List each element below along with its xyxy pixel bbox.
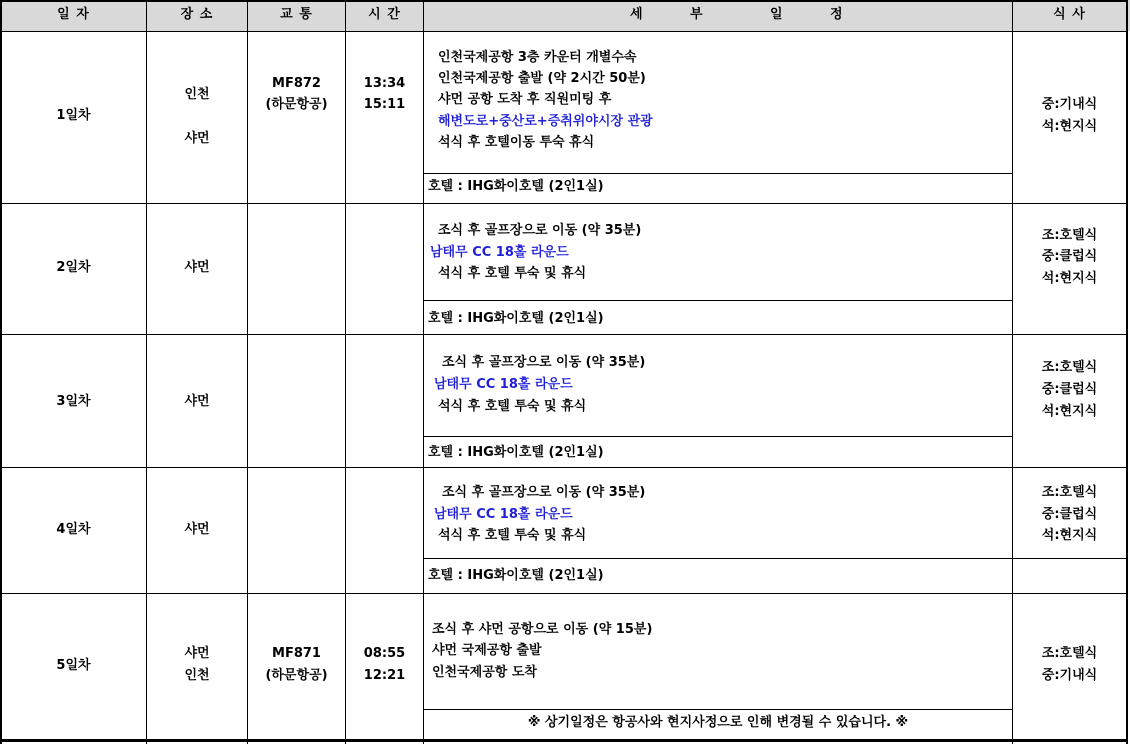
place: 샤먼	[184, 260, 210, 275]
schedule-line: 석식 후 호텔 투숙 및 휴식	[438, 266, 587, 281]
header-day: 일 자	[57, 7, 90, 22]
airline: (하문항공)	[265, 668, 328, 683]
schedule-line: 인천국제공항 출발 (약 2시간 50분)	[438, 71, 646, 86]
hotel-info: 호텔 : IHG화이호텔 (2인1실)	[428, 179, 604, 194]
schedule-line: 석식 후 호텔 투숙 및 휴식	[438, 399, 587, 414]
header-time: 시 간	[368, 7, 401, 22]
schedule-line: 조식 후 샤먼 공항으로 이동 (약 15분)	[432, 622, 653, 637]
schedule-line: 석식 후 호텔 투숙 및 휴식	[438, 528, 587, 543]
hotel-info: 호텔 : IHG화이호텔 (2인1실)	[428, 445, 604, 460]
arrival-time: 12:21	[363, 668, 406, 683]
flight-number: MF872	[272, 76, 321, 91]
meal: 조:호텔식	[1041, 228, 1098, 243]
day-label: 5일차	[56, 658, 91, 673]
meal: 중:클럽식	[1041, 382, 1098, 397]
place: 인천	[184, 87, 210, 102]
header-place: 장 소	[180, 7, 214, 22]
notice: ※ 상기일정은 항공사와 현지사정으로 인해 변경될 수 있습니다. ※	[527, 715, 909, 730]
flight-number: MF871	[272, 646, 321, 661]
place: 인천	[184, 668, 210, 683]
day-label: 4일차	[56, 522, 91, 537]
place: 샤먼	[184, 394, 210, 409]
schedule-line: 조식 후 골프장으로 이동 (약 35분)	[442, 355, 646, 370]
day-label: 3일차	[56, 394, 91, 409]
meal: 석:현지식	[1041, 404, 1098, 419]
schedule-line: 인천국제공항 도착	[432, 665, 537, 680]
header-detail-2: 부	[690, 7, 704, 22]
place: 샤먼	[184, 522, 210, 537]
place: 샤먼	[184, 646, 210, 661]
meal: 조:호텔식	[1041, 485, 1098, 500]
day-label: 2일차	[56, 260, 91, 275]
meal: 석:현지식	[1041, 119, 1098, 134]
meal: 중:기내식	[1041, 97, 1098, 112]
meal: 중:클럽식	[1041, 249, 1098, 264]
hotel-info: 호텔 : IHG화이호텔 (2인1실)	[428, 311, 604, 326]
schedule-line: 인천국제공항 3층 카운터 개별수속	[438, 50, 637, 65]
schedule-line-highlight: 해변도로+중산로+증취위야시장 관광	[438, 114, 653, 129]
meal: 석:현지식	[1041, 271, 1098, 286]
arrival-time: 15:11	[363, 97, 406, 112]
header-transport: 교 통	[280, 7, 313, 22]
meal: 조:호텔식	[1041, 360, 1098, 375]
place: 샤먼	[184, 131, 210, 146]
schedule-line-highlight: 남태무 CC 18홀 라운드	[430, 245, 569, 260]
meal: 조:호텔식	[1041, 646, 1098, 661]
airline: (하문항공)	[265, 97, 328, 112]
departure-time: 13:34	[363, 76, 406, 91]
header-detail-1: 세	[630, 7, 644, 22]
header-detail-4: 정	[830, 7, 844, 22]
schedule-line: 조식 후 골프장으로 이동 (약 35분)	[438, 223, 642, 238]
schedule-line-highlight: 남태무 CC 18홀 라운드	[434, 507, 573, 522]
schedule-line-highlight: 남태무 CC 18홀 라운드	[434, 377, 573, 392]
schedule-line: 석식 후 호텔이동 투숙 휴식	[438, 135, 595, 150]
hotel-info: 호텔 : IHG화이호텔 (2인1실)	[428, 568, 604, 583]
header-meal: 식 사	[1053, 7, 1086, 22]
day-label: 1일차	[56, 108, 91, 123]
meal: 석:현지식	[1041, 528, 1098, 543]
departure-time: 08:55	[363, 646, 406, 661]
schedule-line: 샤먼 국제공항 출발	[432, 643, 542, 658]
meal: 중:클럽식	[1041, 507, 1098, 522]
schedule-line: 샤먼 공항 도착 후 직원미팅 후	[438, 92, 612, 107]
header-detail-3: 일	[770, 7, 784, 22]
schedule-line: 조식 후 골프장으로 이동 (약 35분)	[442, 485, 646, 500]
meal: 중:기내식	[1041, 668, 1098, 683]
